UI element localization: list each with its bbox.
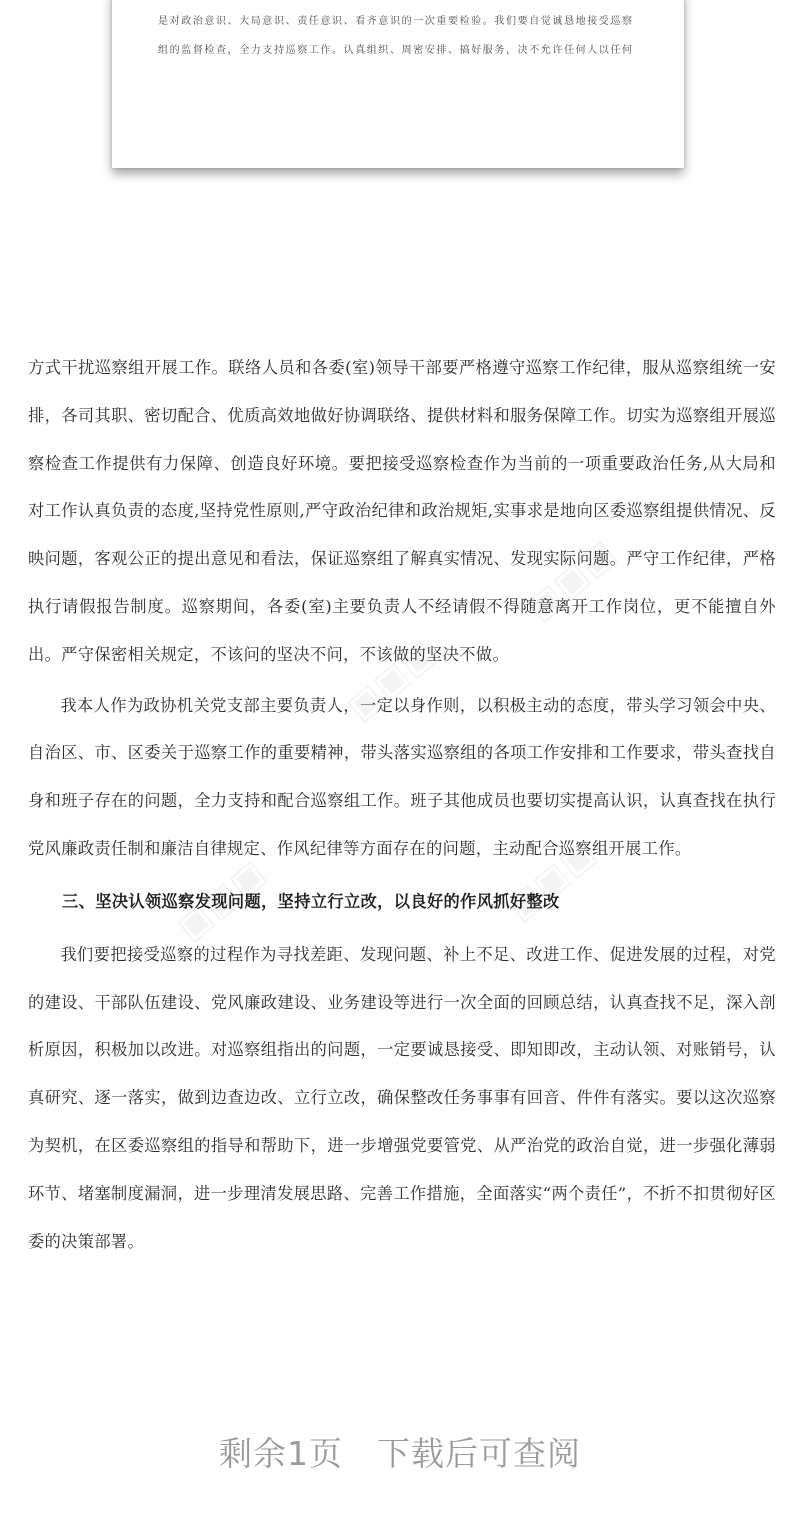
document-paragraph: 我们要把接受巡察的过程作为寻找差距、发现问题、补上不足、改进工作、促进发展的过程，对党的建设、干部队伍建设、党风廉政建设、业务建设等进行一次全面的回顾总结，认真查找不足，深入剖析原因，积极加以改进。对巡察组指出的问题，一定要诚恳接受、即知即改，主动认领、对账销号，认真研究、逐一落实，做到边查边改、立行立改，确保整改任务事事有回音、件件有落实。要以这次巡察为契机，在区委巡察组的指导和帮助下，进一步增强党要管党、从严治党的政治自觉，进一步强化薄弱环节、堵塞制度漏洞，进一步理清发展思路、完善工作措施，全面落实“两个责任”，不折不扣贯彻好区委的决策部署。 bbox=[28, 944, 776, 1251]
download-to-view-label: 下载后可查阅 bbox=[377, 1434, 581, 1473]
section-heading: 三、坚决认领巡察发现问题，坚持立行立改，以良好的作风抓好整改 bbox=[62, 891, 560, 911]
preview-page-card bbox=[112, 0, 684, 168]
remaining-pages-label: 剩余1页 bbox=[219, 1434, 343, 1473]
document-paragraph: 我本人作为政协机关党支部主要负责人，一定以身作则，以积极主动的态度，带头学习领会中央、自治区、市、区委关于巡察工作的重要精神，带头落实巡察组的各项工作安排和工作要求，带头查找自身和班子存在的问题，全力支持和配合巡察组工作。班子其他成员也要切实提高认识，认真查找在执行党风廉政责任制和廉洁自律规定、作风纪律等方面存在的问题，主动配合巡察组开展工作。 bbox=[28, 695, 776, 858]
document-body bbox=[28, 344, 776, 1265]
document-paragraph: 方式干扰巡察组开展工作。联络人员和各委(室)领导干部要严格遵守巡察工作纪律，服从巡察组统一安排，各司其职、密切配合、优质高效地做好协调联络、提供材料和服务保障工作。切实为巡察组开展巡察检查工作提供有力保障、创造良好环境。要把接受巡察检查作为当前的一项重要政治任务,从大局和对工作认真负责的态度,坚持党性原则,严守政治纪律和政治规矩,实事求是地向区委巡察组提供情况、反映问题，客观公正的提出意见和看法，保证巡察组了解真实情况、发现实际问题。严守工作纪律，严格执行请假报告制度。巡察期间，各委(室)主要负责人不经请假不得随意离开工作岗位，更不能擅自外出。严守保密相关规定，不该问的坚决不问，不该做的坚决不做。 bbox=[28, 358, 776, 664]
download-prompt[interactable] bbox=[0, 1428, 800, 1475]
preview-text-line: 组的监督检查，全力支持巡察工作。认真组织、周密安排、搞好服务，决不允许任何人以任何 bbox=[158, 45, 634, 56]
preview-text-line: 是对政治意识、大局意识、责任意识、看齐意识的一次重要检验。我们要自觉诚恳地接受巡察 bbox=[158, 16, 634, 27]
